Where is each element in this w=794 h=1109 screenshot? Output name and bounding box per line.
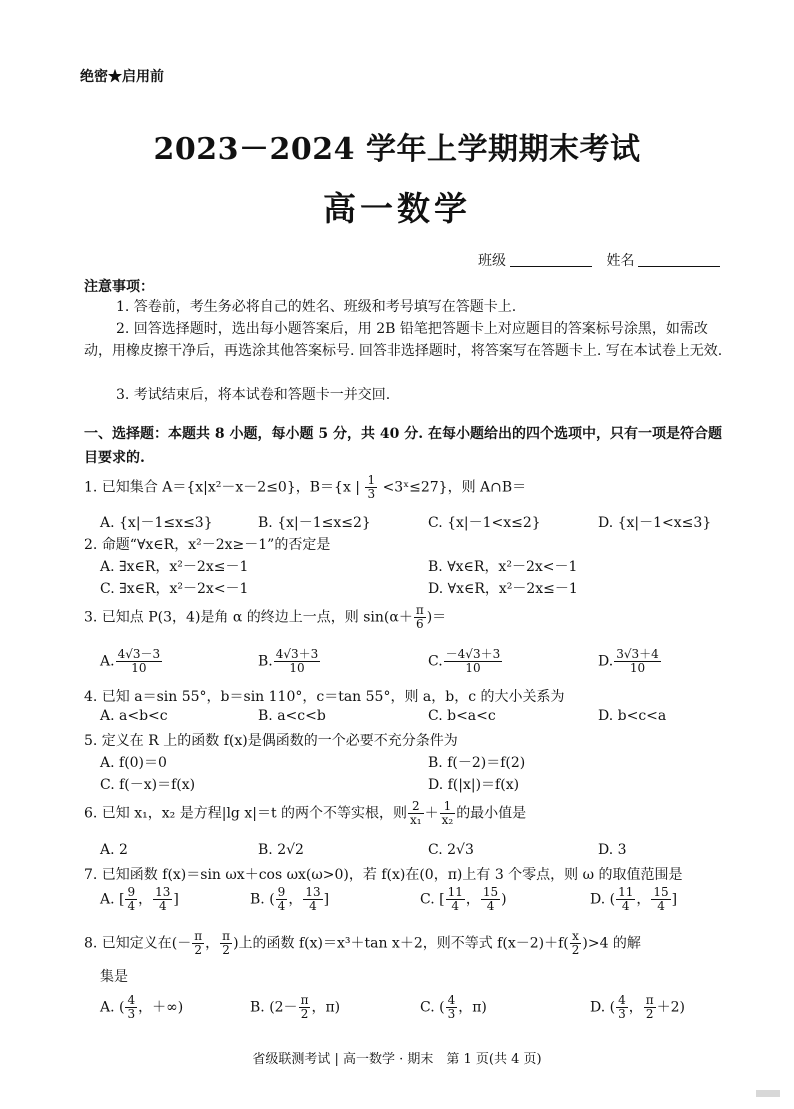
q4-option-c: C. b<a<c	[428, 708, 496, 724]
q7-b-frac-2	[303, 886, 322, 913]
q7-c-frac-1	[446, 886, 465, 913]
q6-plus: ＋	[424, 805, 439, 822]
q1-stem-part-a: 1. 已知集合 A＝{x|x²－x－2≤0}，B＝{x |	[84, 479, 361, 496]
q3-stem-part-a: 3. 已知点 P(3，4)是角 α 的终边上一点，则 sin(α＋	[84, 609, 413, 626]
q7-b-frac-1	[276, 886, 288, 913]
q8-p1-den: 2	[194, 943, 203, 957]
class-blank	[510, 252, 592, 267]
question-3-stem	[84, 604, 446, 631]
q8-option-b	[250, 994, 340, 1021]
q7-d-label: D.	[590, 891, 606, 908]
q8-p1-num: π	[194, 929, 203, 943]
q7-c-n1: 11	[447, 885, 463, 899]
q7-b-label: B.	[250, 891, 265, 908]
q8-p3-num: x	[570, 930, 582, 944]
q3-d-label: D.	[598, 653, 614, 670]
q3-d-den: 10	[629, 661, 646, 675]
q2-option-b: B. ∀x∈R，x²－2x<－1	[428, 559, 578, 575]
exam-title: 2023－2024 学年上学期期末考试	[153, 132, 641, 167]
class-name-line	[478, 250, 730, 270]
q3-c-num: －4√3＋3	[445, 647, 501, 661]
q3-option-d	[598, 648, 662, 675]
q7-b-n1: 9	[277, 885, 286, 899]
q5-option-b: B. f(－2)＝f(2)	[428, 755, 526, 771]
q2-option-c: C. ∃x∈R，x²－2x<－1	[100, 581, 249, 597]
q8-d-den2: 2	[645, 1007, 654, 1021]
q7-a-right-bracket: ]	[173, 891, 179, 908]
question-6-stem	[84, 800, 526, 827]
q8-c-post: ，π)	[458, 999, 487, 1016]
question-4-stem: 4. 已知 a＝sin 55°，b＝sin 110°，c＝tan 55°，则 a，b，c 的大小关系为	[84, 689, 565, 705]
q1-option-d: D. {x|－1<x≤3}	[598, 515, 712, 531]
q7-a-left-bracket: [	[119, 891, 125, 908]
q7-d-comma: ，	[636, 891, 651, 908]
q7-a-frac-2	[153, 886, 172, 913]
q7-option-d	[590, 886, 677, 913]
q3-a-fraction	[116, 648, 163, 675]
q7-a-label: A.	[100, 891, 115, 908]
q8-d-mid: ，	[628, 999, 643, 1016]
q3-c-den: 10	[465, 661, 481, 675]
q7-b-left-bracket: (	[269, 891, 275, 908]
q2-option-a: A. ∃x∈R，x²－2x≤－1	[100, 559, 249, 575]
q8-a-den: 3	[127, 1007, 136, 1021]
q8-p2-num: π	[222, 929, 231, 943]
q8-frac-3	[570, 930, 582, 957]
q8-c-frac	[446, 994, 458, 1021]
q8-a-frac	[125, 994, 137, 1021]
q6-f1-num: 2	[408, 800, 424, 814]
q8-b-pre: B. (2－	[250, 999, 298, 1016]
q8-stem-part-b: ，	[205, 935, 220, 952]
q3-b-den: 10	[289, 661, 305, 675]
q1-option-a: A. {x|－1≤x≤3}	[100, 515, 213, 531]
q3-a-den: 10	[131, 661, 147, 675]
q7-a-d1: 4	[127, 899, 136, 913]
q7-d-left-bracket: (	[609, 891, 616, 908]
q3-b-num: 4√3＋3	[275, 647, 319, 661]
q3-frac-num: π	[415, 603, 424, 617]
q6-stem-part-b: 的最小值是	[456, 805, 527, 822]
q8-b-post: ，π)	[311, 999, 341, 1016]
q7-b-n2: 13	[305, 885, 321, 899]
q6-option-b: B. 2√2	[258, 842, 304, 858]
q8-frac-1	[192, 930, 204, 957]
q3-frac-den: 6	[415, 617, 424, 631]
q7-option-b	[250, 886, 329, 913]
q8-d-post: ＋2)	[656, 999, 685, 1016]
q7-c-n2: 15	[482, 885, 499, 899]
q7-c-d1: 4	[451, 899, 460, 913]
q1-frac-den: 3	[367, 487, 376, 501]
q7-c-d2: 4	[486, 899, 495, 913]
q7-d-frac-2	[651, 886, 670, 913]
q6-fraction-1	[408, 800, 424, 827]
q7-option-c	[420, 886, 507, 913]
q8-a-pre: A. (	[100, 999, 125, 1016]
question-5-stem: 5. 定义在 R 上的函数 f(x)是偶函数的一个必要不充分条件为	[84, 733, 458, 749]
question-8-stem	[84, 930, 641, 957]
q1-option-c: C. {x|－1<x≤2}	[428, 515, 541, 531]
q7-a-d2: 4	[158, 899, 167, 913]
question-2-stem: 2. 命题“∀x∈R，x²－2x≥－1”的否定是	[84, 537, 331, 553]
q8-b-frac	[299, 994, 311, 1021]
q8-d-pre: D. (	[590, 999, 616, 1016]
q8-d-frac-1	[616, 994, 628, 1021]
notice-item-2: 2. 回答选择题时，选出每小题答案后，用 2B 铅笔把答题卡上对应题目的答案标号涂黑，如需改动，用橡皮擦干净后，再选涂其他答案标号. 回答非选择题时，将答案写在答题卡上. 写在本试卷上无效.	[84, 321, 723, 359]
q5-option-c: C. f(－x)＝f(x)	[100, 777, 196, 793]
q7-c-label: C.	[420, 891, 435, 908]
q8-c-num: 4	[447, 993, 456, 1007]
q7-a-n2: 13	[155, 885, 171, 899]
q8-d-num2: π	[645, 993, 654, 1007]
q8-stem-line-2: 集是	[100, 969, 128, 985]
q8-stem-part-d: )>4 的解	[582, 935, 641, 952]
q5-option-a: A. f(0)＝0	[100, 755, 167, 771]
q7-c-comma: ，	[465, 891, 480, 908]
q3-b-fraction	[274, 648, 321, 675]
q3-stem-part-b: )＝	[426, 609, 447, 626]
q3-d-fraction	[614, 648, 661, 675]
q2-option-d: D. ∀x∈R，x²－2x≤－1	[428, 581, 578, 597]
q8-p3-den: 2	[571, 943, 580, 957]
q3-a-num: 4√3－3	[117, 647, 161, 661]
q8-c-pre: C. (	[420, 999, 445, 1016]
q7-d-right-bracket: ]	[671, 891, 678, 908]
q7-b-d2: 4	[309, 899, 317, 913]
q4-option-a: A. a<b<c	[100, 708, 168, 724]
q8-stem-part-c: )上的函数 f(x)＝x³＋tan x＋2，则不等式 f(x－2)＋f(	[233, 935, 569, 952]
name-blank	[638, 252, 720, 267]
notice-item-1: 1. 答卷前，考生务必将自己的姓名、班级和考号填写在答题卡上.	[116, 299, 517, 315]
confidential-mark: 绝密★启用前	[80, 69, 164, 85]
q8-option-a	[100, 994, 183, 1021]
q3-b-label: B.	[258, 653, 273, 670]
q3-c-label: C.	[428, 653, 443, 670]
q8-option-d	[590, 994, 685, 1021]
q7-d-d1: 4	[621, 899, 630, 913]
q8-b-num: π	[300, 993, 309, 1007]
q7-c-right-bracket: )	[501, 891, 507, 908]
q4-option-b: B. a<c<b	[258, 708, 326, 724]
q7-d-n1: 11	[618, 885, 634, 899]
question-7-stem: 7. 已知函数 f(x)＝sin ωx＋cos ωx(ω>0)，若 f(x)在(0，π)上有 3 个零点，则 ω 的取值范围是	[84, 867, 683, 883]
q8-d-den: 3	[618, 1007, 626, 1021]
q7-c-frac-2	[481, 886, 500, 913]
q8-c-den: 3	[447, 1007, 456, 1021]
notice-heading: 注意事项：	[84, 279, 154, 295]
q8-frac-2	[220, 930, 232, 957]
q3-c-fraction	[444, 648, 503, 675]
class-label: 班级	[478, 253, 506, 269]
q7-d-frac-1	[616, 886, 635, 913]
q7-option-a	[100, 886, 179, 913]
q1-frac-num: 1	[367, 473, 376, 487]
name-label: 姓名	[606, 253, 635, 269]
q7-a-comma: ，	[138, 891, 153, 908]
q8-d-frac-2	[644, 994, 656, 1021]
watermark-mark	[756, 1090, 780, 1097]
q1-stem-part-b: <3ˣ≤27}，则 A∩B＝	[382, 479, 527, 496]
q7-d-n2: 15	[653, 885, 669, 899]
q8-a-post: ，＋∞)	[138, 999, 184, 1016]
q8-option-c	[420, 994, 487, 1021]
q1-fraction	[365, 474, 377, 501]
q7-b-d1: 4	[277, 899, 286, 913]
q6-f2-num: 1	[440, 800, 456, 814]
q7-b-comma: ，	[288, 891, 303, 908]
q8-p2-den: 2	[222, 943, 230, 957]
q6-option-c: C. 2√3	[428, 842, 474, 858]
q7-a-n1: 9	[127, 885, 136, 899]
q6-stem-part-a: 6. 已知 x₁，x₂ 是方程|lg x|＝t 的两个不等实根，则	[84, 805, 408, 822]
q3-option-a	[100, 648, 163, 675]
q1-option-b: B. {x|－1≤x≤2}	[258, 515, 371, 531]
q8-a-num: 4	[127, 993, 136, 1007]
q6-f2-den: x₂	[441, 813, 454, 827]
q7-c-left-bracket: [	[439, 891, 445, 908]
q6-option-a: A. 2	[100, 842, 128, 858]
q5-option-d: D. f(|x|)＝f(x)	[428, 777, 520, 793]
q6-f1-den: x₁	[410, 813, 422, 827]
question-1-stem	[84, 474, 526, 501]
q6-option-d: D. 3	[598, 842, 627, 858]
q4-option-d: D. b<c<a	[598, 708, 667, 724]
q8-stem-part-a: 8. 已知定义在(－	[84, 935, 192, 952]
q3-option-b	[258, 648, 321, 675]
q8-d-num: 4	[618, 993, 626, 1007]
page-footer: 省级联测考试 | 高一数学 · 期末 第 1 页(共 4 页)	[252, 1052, 542, 1067]
q3-fraction	[414, 604, 426, 631]
section-heading: 一、选择题：本题共 8 小题，每小题 5 分，共 40 分. 在每小题给出的四个选项中，只有一项是符合题目要求的.	[84, 426, 722, 466]
q3-option-c	[428, 648, 503, 675]
q3-a-label: A.	[100, 653, 115, 670]
notice-item-3: 3. 考试结束后，将本试卷和答题卡一并交回.	[116, 387, 391, 403]
q3-d-num: 3√3＋4	[616, 647, 659, 661]
subject-title: 高一数学	[323, 189, 471, 228]
q7-b-right-bracket: ]	[323, 891, 330, 908]
q8-b-den: 2	[300, 1007, 309, 1021]
q6-fraction-2	[440, 800, 456, 827]
q7-d-d2: 4	[657, 899, 665, 913]
q7-a-frac-1	[125, 886, 137, 913]
